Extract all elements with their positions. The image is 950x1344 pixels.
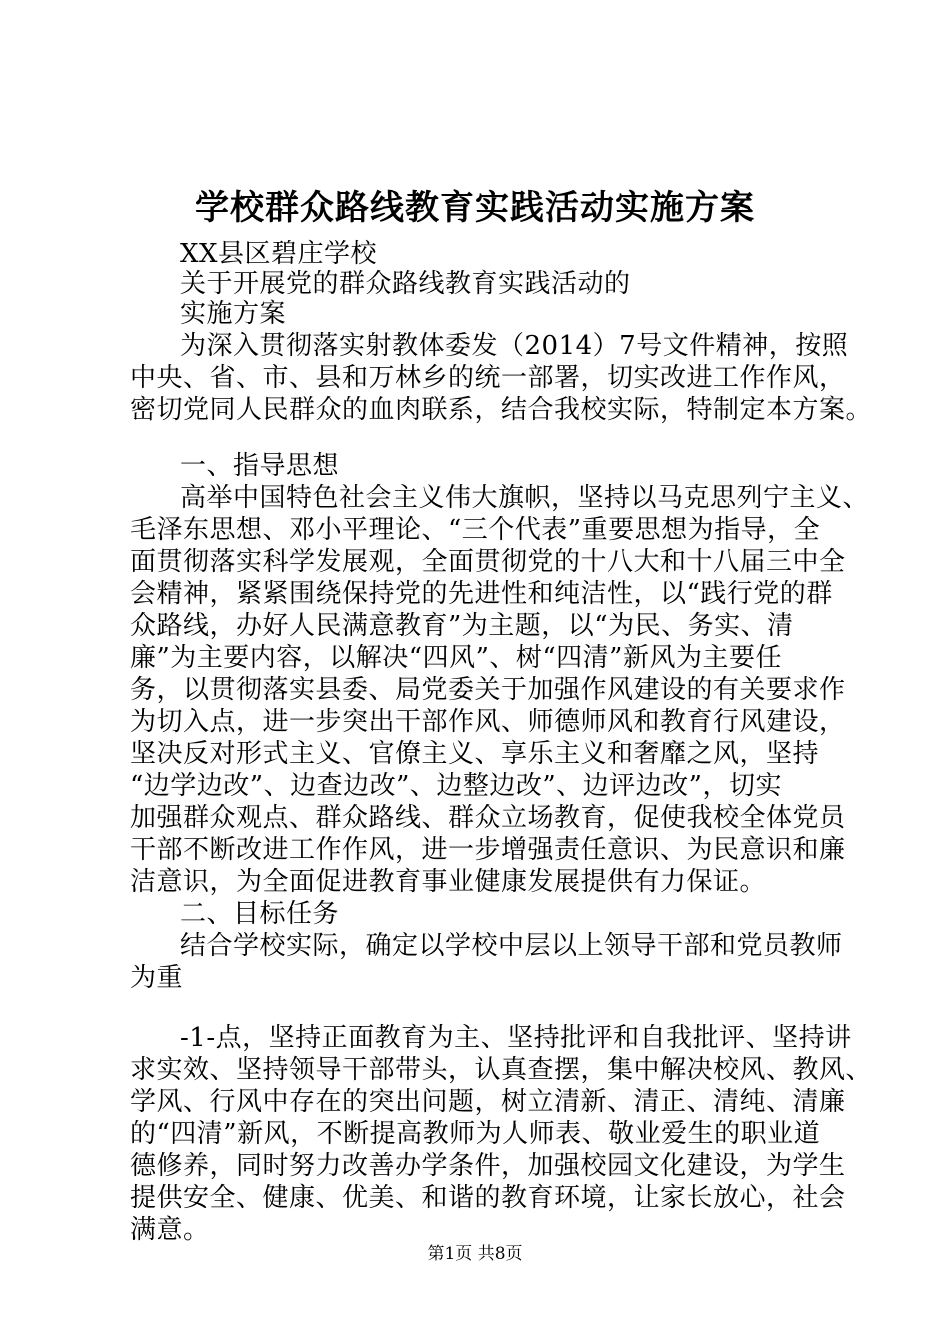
text-line: 提供安全、健康、优美、和谐的教育环境，让家长放心，社会 [130, 1183, 846, 1213]
text-line: 高举中国特色社会主义伟大旗帜，坚持以马克思列宁主义、 [180, 483, 870, 513]
text-line: “边学边改”、边查边改”、边整边改”、边评边改”，切实 [130, 771, 782, 801]
text-line: 众路线，办好人民满意教育”为主题，以“为民、务实、清 [130, 611, 794, 641]
text-line: 面贯彻落实科学发展观，全面贯彻党的十八大和十八届三中全 [130, 547, 846, 577]
text-line: 的“四清”新风，不断提高教师为人师表、敬业爱生的职业道 [130, 1119, 821, 1149]
text-line: 干部不断改进工作作风，进一步增强责任意识、为民意识和廉 [130, 835, 846, 865]
text-line: 求实效、坚持领导干部带头，认真查摆，集中解决校风、教风、 [130, 1055, 873, 1085]
text-line: 为切入点，进一步突出干部作风、师德师风和教育行风建设， [130, 707, 846, 737]
text-line: 毛泽东思想、邓小平理论、“三个代表”重要思想为指导，全 [130, 515, 821, 545]
text-line: -1-点，坚持正面教育为主、坚持批评和自我批评、坚持讲 [180, 1023, 852, 1053]
text-line: 加强群众观点、群众路线、群众立场教育，促使我校全体党员 [130, 803, 846, 833]
text-line: 学风、行风中存在的突出问题，树立清新、清正、清纯、清廉 [130, 1087, 846, 1117]
section-heading: 二、目标任务 [180, 899, 340, 929]
text-line: 密切党同人民群众的血肉联系，结合我校实际，特制定本方案。 [130, 395, 873, 425]
document-title: 学校群众路线教育实践活动实施方案 [195, 188, 755, 228]
text-line: 廉”为主要内容，以解决“四风”、树“四清”新风为主要任 [130, 643, 782, 673]
text-line: 洁意识，为全面促进教育事业健康发展提供有力保证。 [130, 867, 767, 897]
text-line: 务，以贯彻落实县委、局党委关于加强作风建设的有关要求作 [130, 675, 846, 705]
text-line: 坚决反对形式主义、官僚主义、享乐主义和奢靡之风，坚持 [130, 739, 820, 769]
text-line: 中央、省、市、县和万林乡的统一部署，切实改进工作作风， [130, 363, 846, 393]
text-line: 为深入贯彻落实射教体委发（2014）7号文件精神，按照 [180, 331, 849, 361]
text-line: 实施方案 [180, 299, 287, 329]
page-footer: 第1页 共8页 [427, 1244, 523, 1264]
text-line: 满意。 [130, 1215, 210, 1245]
text-line: 会精神，紧紧围绕保持党的先进性和纯洁性，以“践行党的群 [130, 579, 833, 609]
text-line: 关于开展党的群众路线教育实践活动的 [180, 269, 631, 299]
text-line: XX县区碧庄学校 [180, 239, 378, 269]
text-line: 结合学校实际，确定以学校中层以上领导干部和党员教师 [180, 931, 843, 961]
section-heading: 一、指导思想 [180, 451, 340, 481]
text-line: 为重 [130, 963, 184, 993]
text-line: 德修养，同时努力改善办学条件，加强校园文化建设，为学生 [130, 1151, 846, 1181]
